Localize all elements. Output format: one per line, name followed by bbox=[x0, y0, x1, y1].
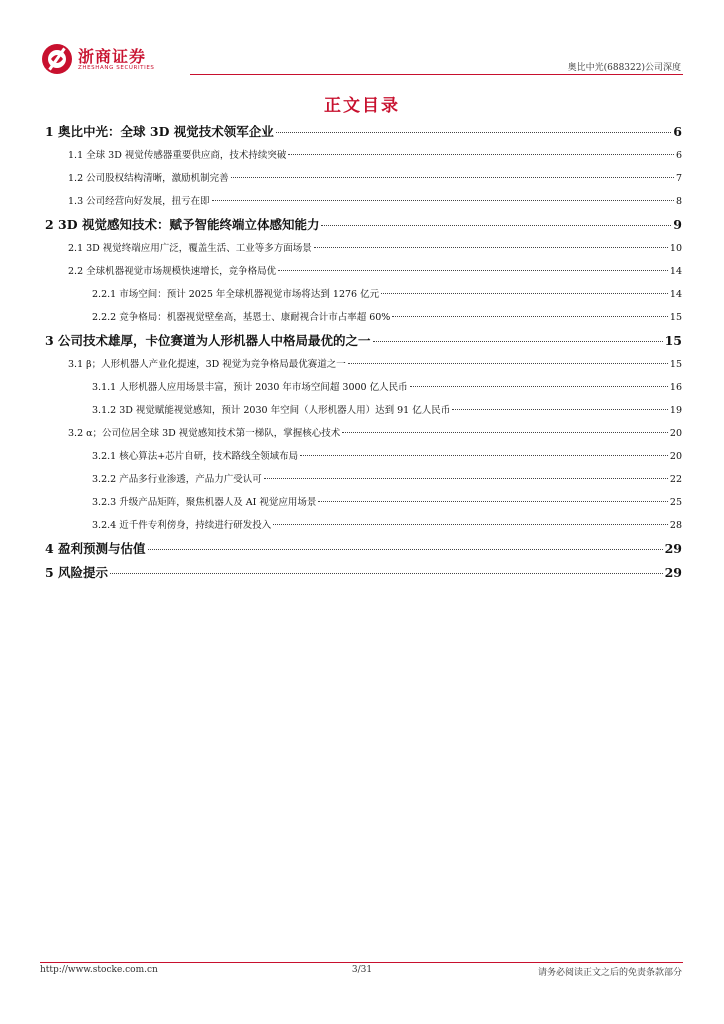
toc-entry-title: 3.1.1 人形机器人应用场景丰富，预计 2030 年市场空间超 3000 亿人民币 bbox=[92, 382, 408, 393]
toc-entry-title: 2.2.2 竞争格局：机器视觉壁垒高，基恩士、康耐视合计市占率超 60% bbox=[92, 312, 391, 323]
toc-leader-dots bbox=[373, 341, 663, 342]
toc-leader-dots bbox=[148, 549, 663, 550]
toc-entry[interactable] bbox=[45, 353, 682, 376]
toc-leader-dots bbox=[110, 573, 663, 574]
toc-entry-title: 1 奥比中光：全球 3D 视觉技术领军企业 bbox=[45, 124, 274, 139]
toc-entry-page: 20 bbox=[669, 428, 682, 439]
toc-entry[interactable] bbox=[45, 422, 682, 445]
toc-entry[interactable] bbox=[45, 306, 682, 329]
toc-entry-page: 6 bbox=[675, 150, 682, 161]
toc-entry-page: 15 bbox=[664, 333, 682, 348]
toc-entry-page: 29 bbox=[664, 541, 682, 556]
toc-leader-dots bbox=[273, 524, 668, 525]
toc-leader-dots bbox=[300, 455, 668, 456]
brand-name-en: ZHESHANG SECURITIES bbox=[78, 65, 155, 71]
toc-entry-title: 4 盈利预测与估值 bbox=[45, 541, 146, 556]
toc-leader-dots bbox=[410, 386, 668, 387]
toc-entry-page: 14 bbox=[669, 289, 682, 300]
toc-title: 正文目录 bbox=[324, 96, 400, 116]
toc-entry-title: 1.2 公司股权结构清晰，激励机制完善 bbox=[68, 173, 229, 184]
toc-entry-page: 28 bbox=[669, 520, 682, 531]
toc-entry-title: 3.1.2 3D 视觉赋能视觉感知，预计 2030 年空间（人形机器人用）达到 91 亿人民币 bbox=[92, 405, 451, 416]
footer-website-link[interactable]: http://www.stocke.com.cn bbox=[40, 965, 158, 975]
toc-entry-page: 25 bbox=[669, 497, 682, 508]
toc-entry-page: 7 bbox=[675, 173, 682, 184]
toc-entry[interactable] bbox=[45, 468, 682, 491]
toc-entry-title: 2.1 3D 视觉终端应用广泛，覆盖生活、工业等多方面场景 bbox=[68, 243, 312, 254]
toc-entry[interactable] bbox=[45, 120, 682, 144]
toc-entry-page: 19 bbox=[669, 405, 682, 416]
toc-entry[interactable] bbox=[45, 399, 682, 422]
toc-entry-title: 3.2.4 近千件专利傍身，持续进行研发投入 bbox=[92, 520, 272, 531]
toc-entry-page: 29 bbox=[664, 565, 682, 580]
toc-entry[interactable] bbox=[45, 144, 682, 167]
toc-entry[interactable] bbox=[45, 260, 682, 283]
toc-entry-page: 14 bbox=[669, 266, 682, 277]
toc-entry-page: 9 bbox=[673, 217, 682, 232]
toc-entry-page: 20 bbox=[669, 451, 682, 462]
toc-leader-dots bbox=[348, 363, 668, 364]
toc-leader-dots bbox=[321, 225, 671, 226]
toc-entry-title: 2 3D 视觉感知技术：赋予智能终端立体感知能力 bbox=[45, 217, 320, 232]
toc-leader-dots bbox=[314, 247, 668, 248]
page-header bbox=[40, 40, 683, 78]
toc-entry[interactable] bbox=[45, 283, 682, 306]
toc-entry[interactable] bbox=[45, 537, 682, 561]
toc-leader-dots bbox=[212, 200, 674, 201]
toc-entry[interactable] bbox=[45, 491, 682, 514]
toc-entry[interactable] bbox=[45, 167, 682, 190]
toc-leader-dots bbox=[276, 132, 672, 133]
toc-entry-page: 22 bbox=[669, 474, 682, 485]
toc-leader-dots bbox=[264, 478, 668, 479]
toc-entry-title: 2.2 全球机器视觉市场规模快速增长，竞争格局优 bbox=[68, 266, 277, 277]
toc-entry-title: 2.2.1 市场空间：预计 2025 年全球机器视觉市场将达到 1276 亿元 bbox=[92, 289, 380, 300]
toc-leader-dots bbox=[342, 432, 668, 433]
toc-entry-title: 3.2.3 升级产品矩阵，聚焦机器人及 AI 视觉应用场景 bbox=[92, 497, 317, 508]
toc-entry[interactable] bbox=[45, 190, 682, 213]
toc-leader-dots bbox=[318, 501, 668, 502]
header-divider bbox=[190, 74, 683, 75]
toc-leader-dots bbox=[452, 409, 668, 410]
toc-entry-title: 1.3 公司经营向好发展，扭亏在即 bbox=[68, 196, 210, 207]
toc-entry-title: 5 风险提示 bbox=[45, 565, 109, 580]
toc-entry-title: 3.2.2 产品多行业渗透，产品力广受认可 bbox=[92, 474, 262, 485]
report-label: 奥比中光(688322)公司深度 bbox=[567, 63, 681, 73]
toc-entry-title: 1.1 全球 3D 视觉传感器重要供应商，技术持续突破 bbox=[68, 150, 287, 161]
footer-disclaimer: 请务必阅读正文之后的免责条款部分 bbox=[537, 968, 682, 978]
footer-divider bbox=[40, 962, 683, 963]
toc-entry-title: 3.2 α；公司位居全球 3D 视觉感知技术第一梯队，掌握核心技术 bbox=[68, 428, 341, 439]
toc-entry-title: 3.2.1 核心算法+芯片自研，技术路线全领域布局 bbox=[92, 451, 299, 462]
toc-leader-dots bbox=[392, 316, 668, 317]
toc-entry[interactable] bbox=[45, 237, 682, 260]
toc-entry-page: 16 bbox=[669, 382, 682, 393]
toc-entry[interactable] bbox=[45, 329, 682, 353]
toc-entry-title: 3 公司技术雄厚，卡位赛道为人形机器人中格局最优的之一 bbox=[45, 333, 371, 348]
toc-leader-dots bbox=[288, 154, 674, 155]
toc-leader-dots bbox=[381, 293, 668, 294]
footer-page-indicator: 3/31 bbox=[351, 965, 373, 975]
table-of-contents bbox=[45, 120, 682, 585]
toc-entry[interactable] bbox=[45, 514, 682, 537]
toc-leader-dots bbox=[231, 177, 674, 178]
toc-entry-page: 8 bbox=[675, 196, 682, 207]
toc-entry-page: 6 bbox=[673, 124, 682, 139]
toc-entry[interactable] bbox=[45, 561, 682, 585]
toc-leader-dots bbox=[278, 270, 668, 271]
toc-entry-title: 3.1 β；人形机器人产业化提速，3D 视觉为竞争格局最优赛道之一 bbox=[68, 359, 346, 370]
toc-entry[interactable] bbox=[45, 376, 682, 399]
toc-entry-page: 15 bbox=[669, 312, 682, 323]
zheshang-logo-icon bbox=[40, 42, 74, 76]
toc-entry-page: 10 bbox=[669, 243, 682, 254]
toc-entry[interactable] bbox=[45, 213, 682, 237]
toc-entry-page: 15 bbox=[669, 359, 682, 370]
toc-entry[interactable] bbox=[45, 445, 682, 468]
brand-name-cn: 浙商证券 bbox=[78, 47, 147, 66]
